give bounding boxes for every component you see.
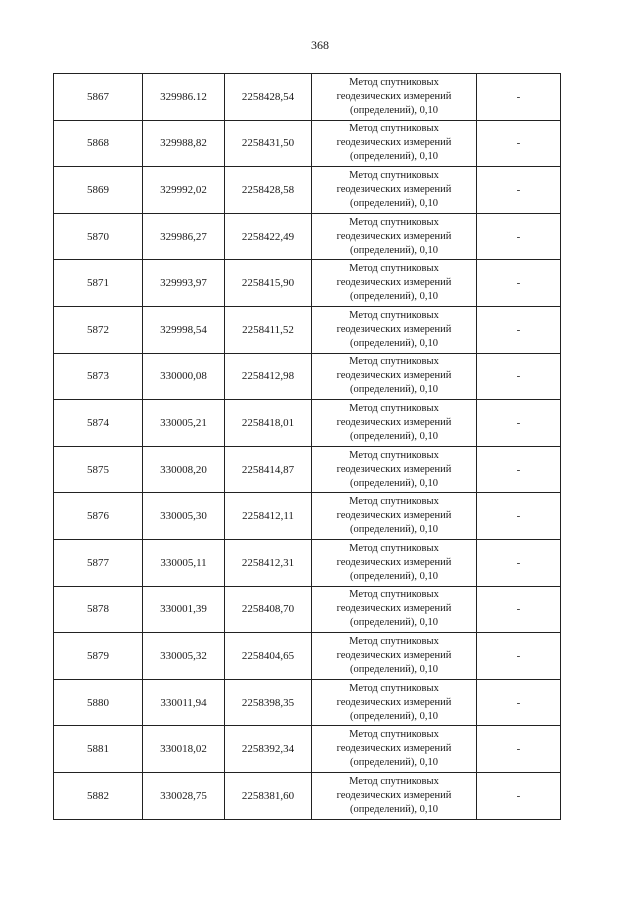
method-cell <box>312 120 477 167</box>
method-line: (определений), 0,10 <box>349 337 439 349</box>
method-line: (определений), 0,10 <box>349 151 439 163</box>
y-coordinate-cell: 2258414,87 <box>225 446 312 493</box>
description-cell: - <box>477 772 561 819</box>
x-coordinate-cell: 329992,02 <box>143 167 225 214</box>
method-line: (определений), 0,10 <box>349 477 439 489</box>
y-coordinate-cell: 2258428,58 <box>225 167 312 214</box>
method-line: Метод спутниковых <box>349 263 439 275</box>
method-cell <box>312 167 477 214</box>
x-coordinate-cell: 330008,20 <box>143 446 225 493</box>
point-number-cell: 5868 <box>54 120 143 167</box>
method-line: Метод спутниковых <box>349 449 439 461</box>
x-coordinate-cell: 329998,54 <box>143 306 225 353</box>
x-coordinate-cell: 330028,75 <box>143 772 225 819</box>
method-line: (определений), 0,10 <box>349 803 439 815</box>
y-coordinate-cell: 2258422,49 <box>225 213 312 260</box>
method-line: геодезических измерений <box>336 323 452 335</box>
y-coordinate-cell: 2258428,54 <box>225 74 312 121</box>
method-line: Метод спутниковых <box>349 729 439 741</box>
table-row <box>54 446 561 493</box>
method-line: геодезических измерений <box>336 649 452 661</box>
table-row <box>54 539 561 586</box>
method-line: геодезических измерений <box>336 90 452 102</box>
x-coordinate-cell: 329986,27 <box>143 213 225 260</box>
y-coordinate-cell: 2258415,90 <box>225 260 312 307</box>
description-cell: - <box>477 539 561 586</box>
method-line: Метод спутниковых <box>349 216 439 228</box>
method-line: геодезических измерений <box>336 137 452 149</box>
description-cell: - <box>477 679 561 726</box>
description-cell: - <box>477 167 561 214</box>
x-coordinate-cell: 330018,02 <box>143 726 225 773</box>
y-coordinate-cell: 2258408,70 <box>225 586 312 633</box>
point-number-cell: 5882 <box>54 772 143 819</box>
method-line: (определений), 0,10 <box>349 104 439 116</box>
method-line: Метод спутниковых <box>349 169 439 181</box>
method-line: геодезических измерений <box>336 183 452 195</box>
method-line: (определений), 0,10 <box>349 291 439 303</box>
point-number-cell: 5869 <box>54 167 143 214</box>
x-coordinate-cell: 330011,94 <box>143 679 225 726</box>
method-cell <box>312 772 477 819</box>
method-line: геодезических измерений <box>336 789 452 801</box>
method-line: Метод спутниковых <box>349 775 439 787</box>
method-cell <box>312 74 477 121</box>
method-line: геодезических измерений <box>336 416 452 428</box>
method-line: Метод спутниковых <box>349 635 439 647</box>
x-coordinate-cell: 330005,11 <box>143 539 225 586</box>
method-line: геодезических измерений <box>336 510 452 522</box>
method-cell <box>312 306 477 353</box>
description-cell: - <box>477 213 561 260</box>
y-coordinate-cell: 2258431,50 <box>225 120 312 167</box>
description-cell: - <box>477 400 561 447</box>
table-row <box>54 493 561 540</box>
y-coordinate-cell: 2258398,35 <box>225 679 312 726</box>
method-cell <box>312 679 477 726</box>
description-cell: - <box>477 353 561 400</box>
table-row <box>54 353 561 400</box>
method-line: Метод спутниковых <box>349 123 439 135</box>
description-cell: - <box>477 74 561 121</box>
description-cell: - <box>477 493 561 540</box>
table-row <box>54 74 561 121</box>
method-cell <box>312 213 477 260</box>
table-row <box>54 120 561 167</box>
method-line: (определений), 0,10 <box>349 197 439 209</box>
x-coordinate-cell: 330000,08 <box>143 353 225 400</box>
point-number-cell: 5874 <box>54 400 143 447</box>
method-line: (определений), 0,10 <box>349 710 439 722</box>
table-row <box>54 260 561 307</box>
table-row <box>54 306 561 353</box>
x-coordinate-cell: 330005,21 <box>143 400 225 447</box>
y-coordinate-cell: 2258381,60 <box>225 772 312 819</box>
point-number-cell: 5877 <box>54 539 143 586</box>
point-number-cell: 5875 <box>54 446 143 493</box>
y-coordinate-cell: 2258418,01 <box>225 400 312 447</box>
x-coordinate-cell: 329993,97 <box>143 260 225 307</box>
point-number-cell: 5876 <box>54 493 143 540</box>
x-coordinate-cell: 329988,82 <box>143 120 225 167</box>
method-cell <box>312 353 477 400</box>
y-coordinate-cell: 2258404,65 <box>225 633 312 680</box>
method-line: (определений), 0,10 <box>349 757 439 769</box>
method-line: геодезических измерений <box>336 696 452 708</box>
x-coordinate-cell: 329986.12 <box>143 74 225 121</box>
point-number-cell: 5873 <box>54 353 143 400</box>
method-line: геодезических измерений <box>336 463 452 475</box>
y-coordinate-cell: 2258412,31 <box>225 539 312 586</box>
method-line: Метод спутниковых <box>349 402 439 414</box>
point-number-cell: 5880 <box>54 679 143 726</box>
method-line: Метод спутниковых <box>349 542 439 554</box>
method-line: (определений), 0,10 <box>349 617 439 629</box>
point-number-cell: 5878 <box>54 586 143 633</box>
description-cell: - <box>477 633 561 680</box>
method-line: Метод спутниковых <box>349 682 439 694</box>
table-row <box>54 772 561 819</box>
table-row <box>54 400 561 447</box>
point-number-cell: 5867 <box>54 74 143 121</box>
table-row <box>54 726 561 773</box>
method-line: геодезических измерений <box>336 370 452 382</box>
method-cell <box>312 493 477 540</box>
y-coordinate-cell: 2258412,98 <box>225 353 312 400</box>
method-line: (определений), 0,10 <box>349 430 439 442</box>
description-cell: - <box>477 446 561 493</box>
method-line: Метод спутниковых <box>349 496 439 508</box>
page-number: 368 <box>311 38 329 52</box>
method-cell <box>312 539 477 586</box>
point-number-cell: 5870 <box>54 213 143 260</box>
method-line: геодезических измерений <box>336 277 452 289</box>
x-coordinate-cell: 330001,39 <box>143 586 225 633</box>
method-line: геодезических измерений <box>336 556 452 568</box>
x-coordinate-cell: 330005,32 <box>143 633 225 680</box>
method-line: Метод спутниковых <box>349 589 439 601</box>
method-line: Метод спутниковых <box>349 309 439 321</box>
method-line: (определений), 0,10 <box>349 524 439 536</box>
y-coordinate-cell: 2258412,11 <box>225 493 312 540</box>
point-number-cell: 5881 <box>54 726 143 773</box>
method-line: (определений), 0,10 <box>349 384 439 396</box>
method-line: геодезических измерений <box>336 743 452 755</box>
description-cell: - <box>477 260 561 307</box>
description-cell: - <box>477 306 561 353</box>
x-coordinate-cell: 330005,30 <box>143 493 225 540</box>
method-line: (определений), 0,10 <box>349 570 439 582</box>
method-cell <box>312 586 477 633</box>
table-row <box>54 679 561 726</box>
y-coordinate-cell: 2258411,52 <box>225 306 312 353</box>
point-number-cell: 5879 <box>54 633 143 680</box>
method-line: (определений), 0,10 <box>349 663 439 675</box>
method-line: геодезических измерений <box>336 603 452 615</box>
coordinates-table <box>53 73 561 820</box>
method-line: (определений), 0,10 <box>349 244 439 256</box>
table-row <box>54 167 561 214</box>
description-cell: - <box>477 586 561 633</box>
method-cell <box>312 726 477 773</box>
method-line: Метод спутниковых <box>349 76 439 88</box>
method-line: геодезических измерений <box>336 230 452 242</box>
coordinates-table-body <box>54 74 561 820</box>
table-row <box>54 213 561 260</box>
method-cell <box>312 260 477 307</box>
method-cell <box>312 446 477 493</box>
table-row <box>54 586 561 633</box>
table-row <box>54 633 561 680</box>
method-cell <box>312 400 477 447</box>
point-number-cell: 5871 <box>54 260 143 307</box>
description-cell: - <box>477 726 561 773</box>
method-line: Метод спутниковых <box>349 356 439 368</box>
description-cell: - <box>477 120 561 167</box>
method-cell <box>312 633 477 680</box>
y-coordinate-cell: 2258392,34 <box>225 726 312 773</box>
point-number-cell: 5872 <box>54 306 143 353</box>
